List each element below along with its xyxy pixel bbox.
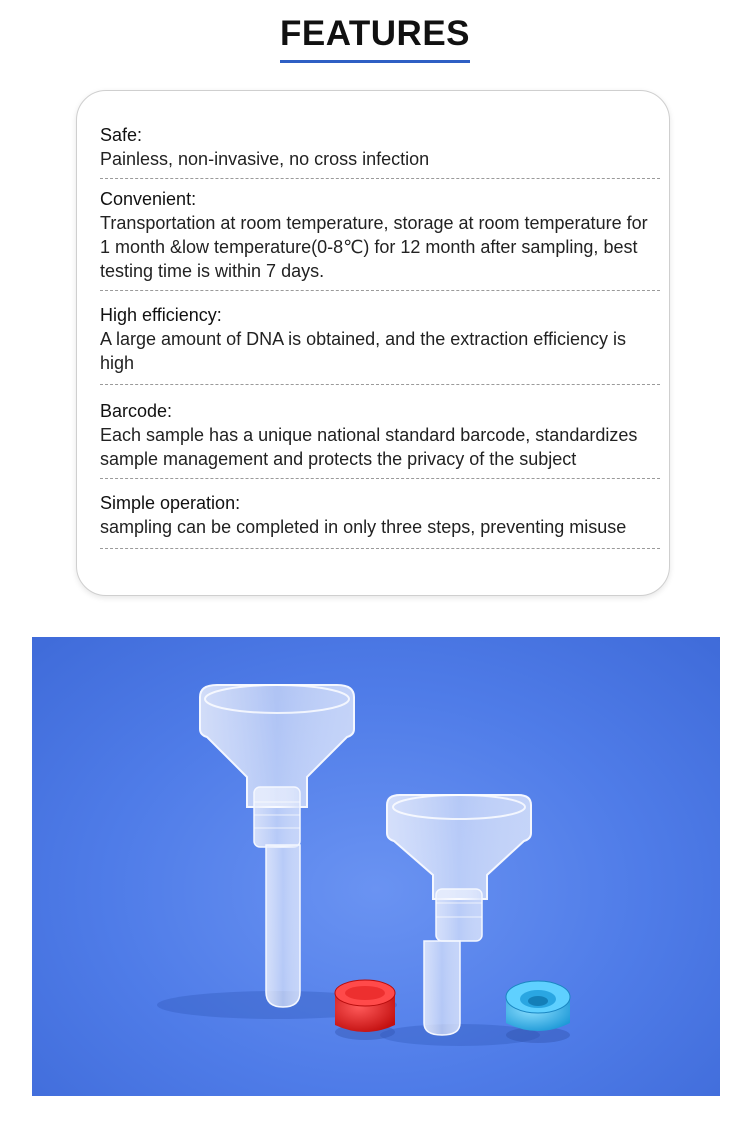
- feature-safe: [100, 123, 660, 179]
- page-title: FEATURES: [280, 14, 470, 63]
- feature-description: Transportation at room temperature, storage at room temperature for 1 month &low temperature(0-8℃) for 12 month after sampling, best testing time is within 7 days.: [100, 213, 648, 281]
- feature-high-efficiency: [100, 303, 660, 385]
- feature-barcode: [100, 399, 660, 479]
- feature-heading: Convenient:: [100, 189, 197, 209]
- feature-simple-operation: [100, 491, 660, 549]
- product-photo: [32, 637, 720, 1096]
- feature-description: Each sample has a unique national standard barcode, standardizes sample management and protects the privacy of the subject: [100, 425, 638, 469]
- feature-description: sampling can be completed in only three steps, preventing misuse: [100, 517, 627, 537]
- feature-heading: High efficiency:: [100, 305, 222, 325]
- features-card: [76, 90, 670, 596]
- feature-heading: Barcode:: [100, 401, 173, 421]
- saliva-collector-illustration: [32, 637, 720, 1096]
- feature-description: Painless, non-invasive, no cross infection: [100, 149, 430, 169]
- section-header: [0, 14, 750, 63]
- large-collection-funnel: [157, 685, 397, 1019]
- blue-cap: [506, 981, 570, 1043]
- feature-convenient: [100, 187, 660, 291]
- feature-heading: Safe:: [100, 125, 143, 145]
- feature-description: A large amount of DNA is obtained, and the extraction efficiency is high: [100, 329, 626, 373]
- feature-heading: Simple operation:: [100, 493, 241, 513]
